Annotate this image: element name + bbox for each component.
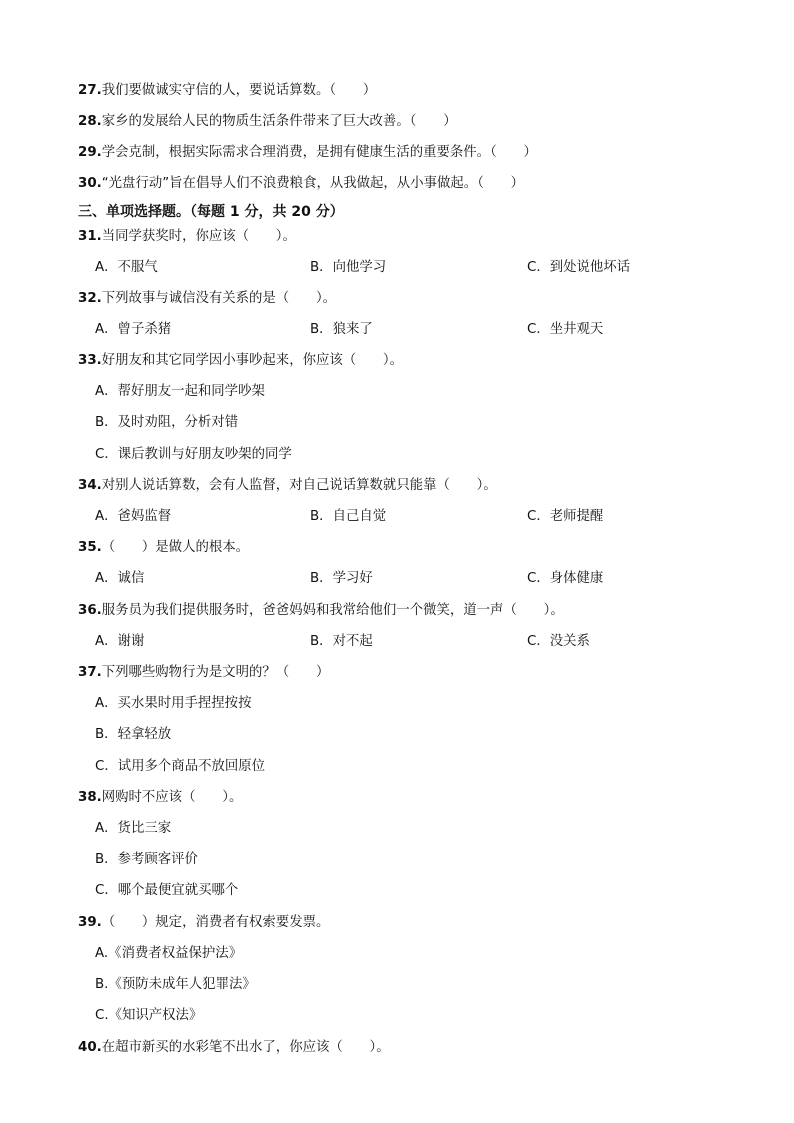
- question-number: 38.: [78, 790, 102, 805]
- tf-item-27: [78, 82, 376, 100]
- question-39: [78, 914, 329, 932]
- option-a: A．不服气: [95, 260, 158, 275]
- option-c: C．身体健康: [527, 571, 604, 586]
- item-text: 我们要做诚实守信的人，要说话算数。（ ）: [101, 83, 377, 98]
- question-number: 39.: [78, 915, 102, 930]
- question-number: 37.: [78, 665, 102, 680]
- option-b: B．参考顾客评价: [95, 852, 198, 867]
- option-b: B．向他学习: [310, 260, 387, 275]
- option-c: C．没关系: [527, 634, 590, 649]
- option-b: B．轻拿轻放: [95, 727, 172, 742]
- options-31: [0, 259, 794, 277]
- options-34: [0, 508, 794, 526]
- item-number: 30.: [78, 176, 102, 191]
- question-text: 好朋友和其它同学因小事吵起来，你应该（ ）。: [101, 353, 404, 368]
- item-number: 28.: [78, 114, 102, 129]
- question-number: 32.: [78, 291, 102, 306]
- options-36: [0, 633, 794, 651]
- item-text: “光盘行动”旨在倡导人们不浪费粮食，从我做起，从小事做起。（ ）: [101, 176, 525, 191]
- option-a: A．买水果时用手捏捏按按: [95, 696, 252, 711]
- option-c: C.《知识产权法》: [95, 1008, 203, 1023]
- option-b: B．学习好: [310, 571, 373, 586]
- option-a: A．诚信: [95, 571, 145, 586]
- question-text: 对别人说话算数，会有人监督，对自己说话算数就只能靠（ ）。: [101, 478, 497, 493]
- question-text: 下列故事与诚信没有关系的是（ ）。: [101, 291, 337, 306]
- question-number: 35.: [78, 540, 102, 555]
- question-text: 下列哪些购物行为是文明的？（ ）: [101, 665, 330, 680]
- question-text: 在超市新买的水彩笔不出水了，你应该（ ）。: [101, 1040, 390, 1055]
- item-number: 27.: [78, 83, 102, 98]
- question-number: 40.: [78, 1040, 102, 1055]
- option-c: C．老师提醒: [527, 509, 604, 524]
- option-b: B．对不起: [310, 634, 373, 649]
- option-c: C．坐井观天: [527, 322, 604, 337]
- item-number: 29.: [78, 145, 102, 160]
- question-31: [78, 228, 296, 246]
- option-b: B．狼来了: [310, 322, 373, 337]
- question-35: [78, 539, 249, 557]
- section-header: 三、单项选择题。（每题 1 分，共 20 分）: [78, 204, 344, 220]
- item-text: 家乡的发展给人民的物质生活条件带来了巨大改善。（ ）: [101, 114, 457, 129]
- tf-item-28: [78, 113, 457, 131]
- option-c: C．试用多个商品不放回原位: [95, 759, 266, 774]
- option-c: C．到处说他坏话: [527, 260, 631, 275]
- options-32: [0, 321, 794, 339]
- question-number: 34.: [78, 478, 102, 493]
- option-a: A．爸妈监督: [95, 509, 172, 524]
- item-text: 学会克制，根据实际需求合理消费，是拥有健康生活的重要条件。（ ）: [101, 145, 537, 160]
- option-a: A．谢谢: [95, 634, 145, 649]
- question-36: [78, 602, 564, 620]
- question-number: 31.: [78, 229, 102, 244]
- question-text: 服务员为我们提供服务时，爸爸妈妈和我常给他们一个微笑，道一声（ ）。: [101, 603, 564, 618]
- question-38: [78, 789, 242, 807]
- question-32: [78, 290, 336, 308]
- question-text: 网购时不应该（ ）。: [101, 790, 243, 805]
- question-40: [78, 1039, 390, 1057]
- question-34: [78, 477, 497, 495]
- option-c: C．课后教训与好朋友吵架的同学: [95, 447, 292, 462]
- tf-item-29: [78, 144, 537, 162]
- question-number: 33.: [78, 353, 102, 368]
- question-text: （ ）规定，消费者有权索要发票。: [101, 915, 330, 930]
- question-37: [78, 664, 329, 682]
- question-33: [78, 352, 403, 370]
- tf-item-30: [78, 175, 524, 193]
- question-number: 36.: [78, 603, 102, 618]
- option-a: A．曾子杀猪: [95, 322, 172, 337]
- option-a: A．帮好朋友一起和同学吵架: [95, 384, 265, 399]
- option-c: C．哪个最便宜就买哪个: [95, 883, 239, 898]
- option-b: B．及时劝阻，分析对错: [95, 415, 239, 430]
- option-a: A.《消费者权益保护法》: [95, 946, 243, 961]
- option-b: B.《预防未成年人犯罪法》: [95, 977, 256, 992]
- option-b: B．自己自觉: [310, 509, 387, 524]
- question-text: 当同学获奖时，你应该（ ）。: [101, 229, 296, 244]
- option-a: A．货比三家: [95, 821, 172, 836]
- options-35: [0, 570, 794, 588]
- question-text: （ ）是做人的根本。: [101, 540, 250, 555]
